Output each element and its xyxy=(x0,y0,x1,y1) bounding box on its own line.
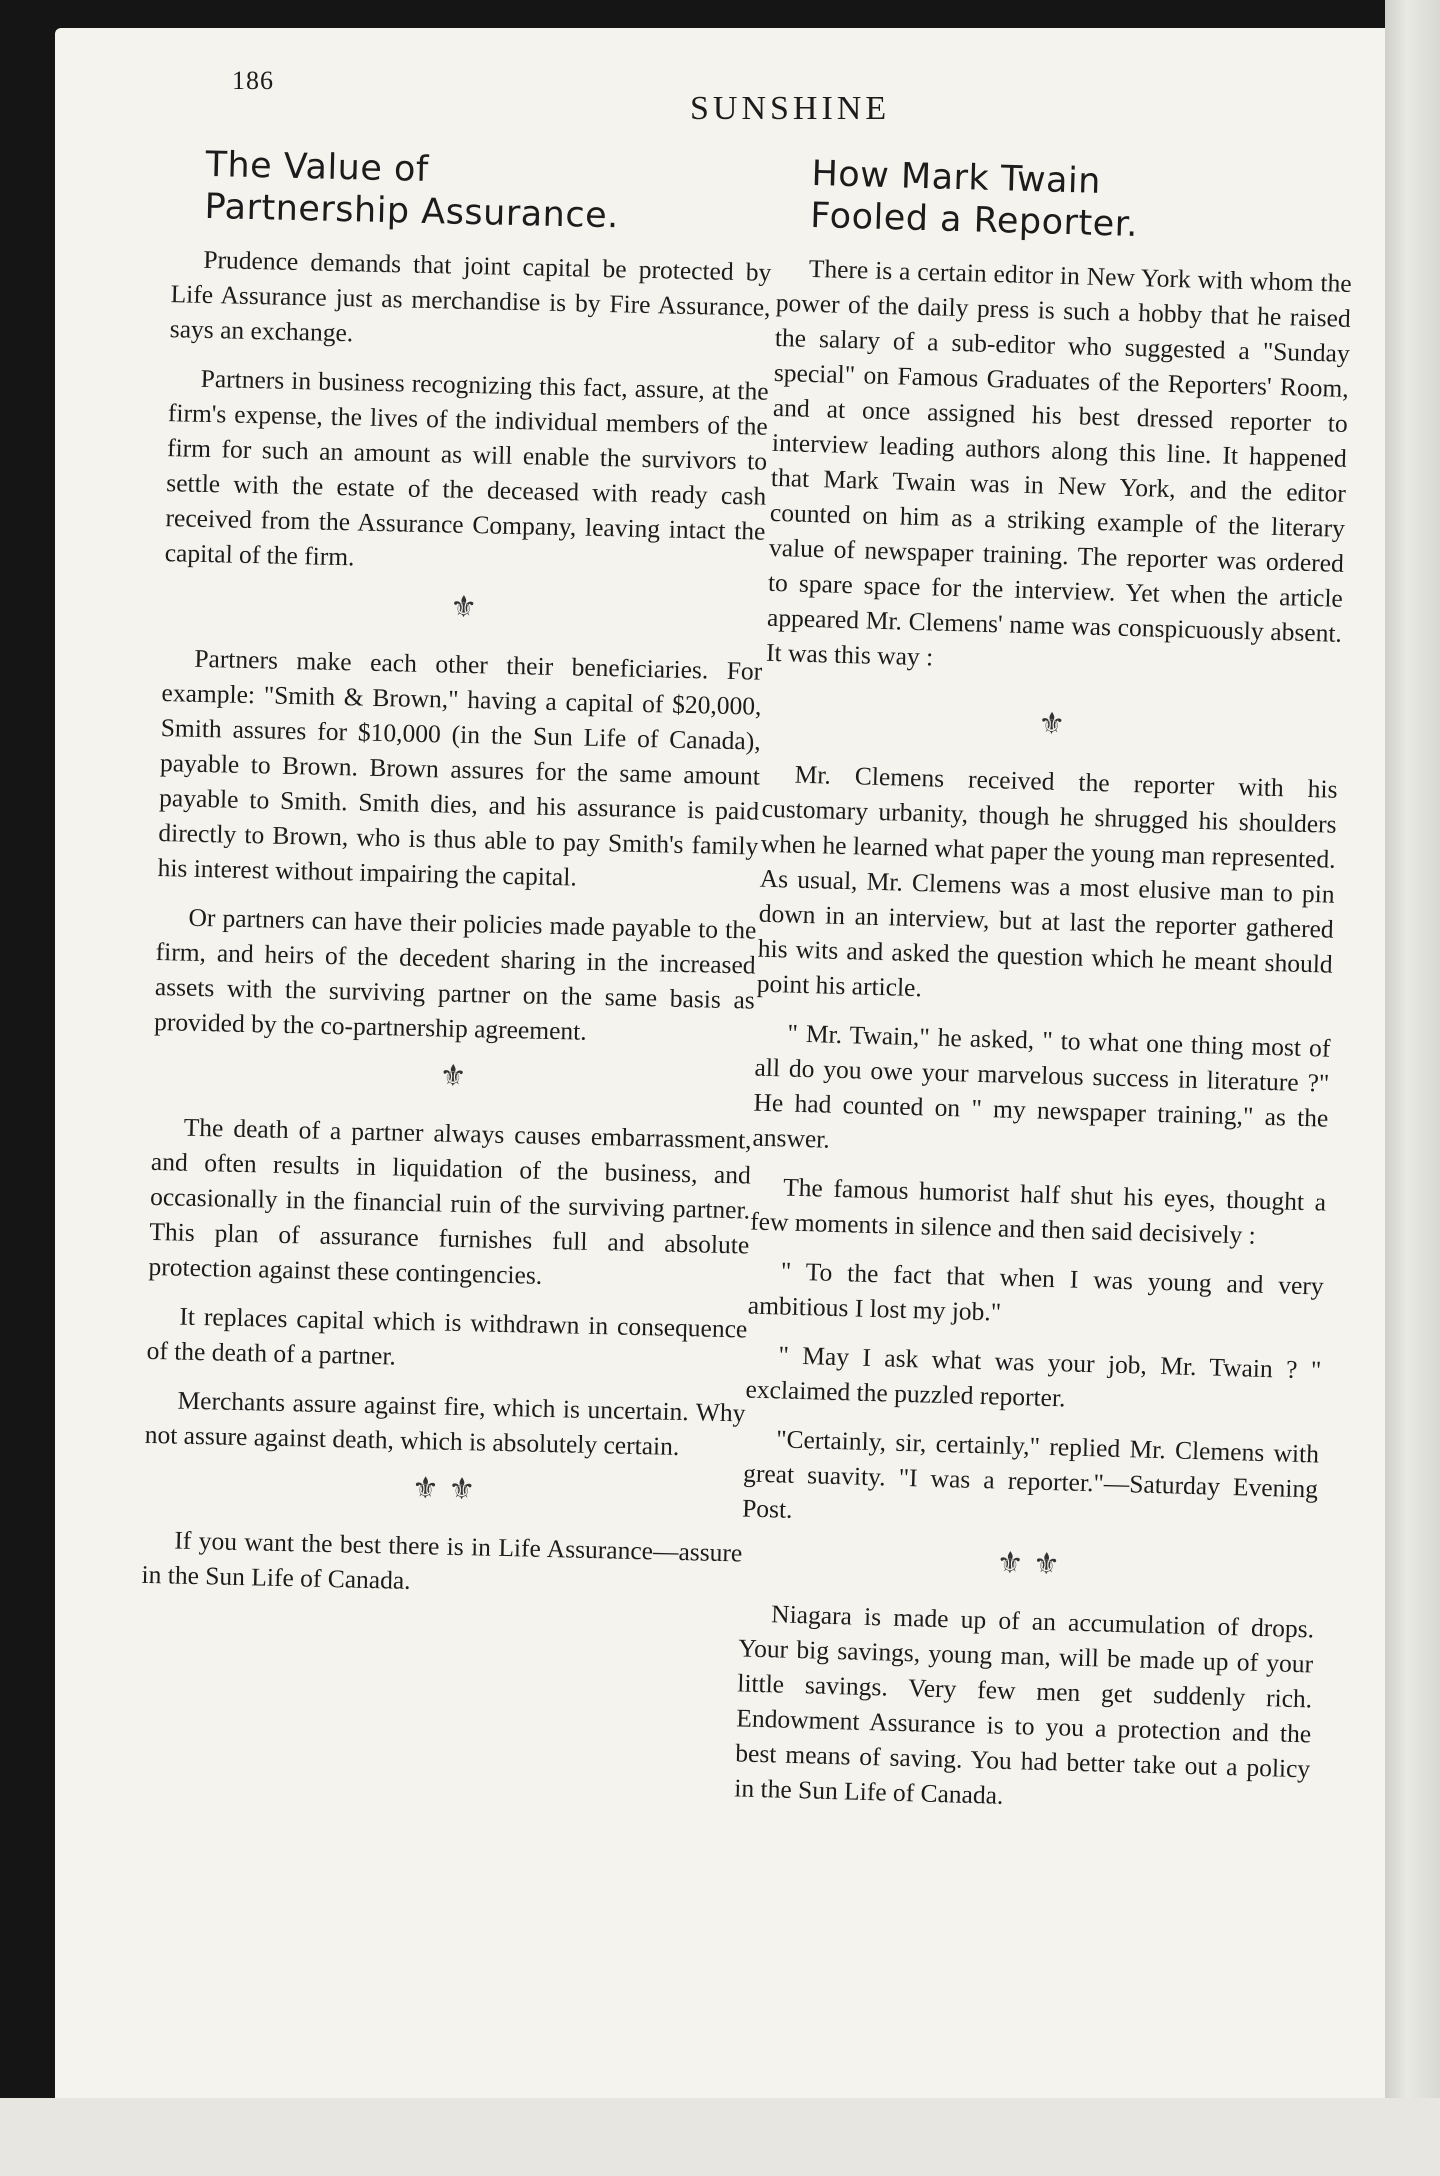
right-title-line1: How Mark Twain xyxy=(810,153,1102,202)
left-paragraph-6: It replaces capital which is withdrawn in consequence of the death of a partner. xyxy=(146,1301,748,1371)
right-paragraph-2: Mr. Clemens received the reporter with his customary urbanity, though he shrugged his shoulders when he learned what paper the young man represented. As usual, Mr. Clemens was a most elusive man to pin down in an interview, but at last the reporter gathered his wits and asked the question which he meant should point his article. xyxy=(756,759,1338,1003)
fleur-de-lis-icon: ⚜ xyxy=(439,1058,467,1095)
right-paragraph-8: Niagara is made up of an accumulation of drops. Your big savings, young man, will be made up of your little savings. Very few men get suddenly rich. Endowment Assurance is to you a protection and the best means of saving. You had better take out a policy in the Sun Life of Canada. xyxy=(734,1599,1315,1810)
left-paragraph-2: Partners in business recognizing this fact, assure, at the firm's expense, the lives of the individual members of the firm for such an amount as will enable the survivors to settle with the estate of the deceased with ready cash received from the Assurance Company, leaving intact the capital of the firm. xyxy=(164,363,769,572)
left-title-line2: Partnership Assurance. xyxy=(204,186,620,237)
left-column xyxy=(141,143,774,1619)
left-paragraph-5: The death of a partner always causes embarrassment, and often results in liquidation of the business, and occasionally in the financial ruin of the surviving partner. This plan of assurance furnishes full and absolute protection against these contingencies. xyxy=(148,1112,752,1290)
scan-edge-bottom xyxy=(0,2098,1440,2176)
double-fleur-de-lis-icon: ⚜ ⚜ xyxy=(996,1545,1061,1583)
right-paragraph-6: " May I ask what was your job, Mr. Twain ? " exclaimed the puzzled reporter. xyxy=(745,1340,1322,1413)
left-paragraph-7: Merchants assure against fire, which is uncertain. Why not assure against death, which is absolutely certain. xyxy=(144,1385,746,1461)
page-number: 186 xyxy=(232,66,274,95)
left-paragraph-1: Prudence demands that joint capital be protected by Life Assurance just as merchandise is by Fire Assurance, says an exchange. xyxy=(169,244,772,348)
left-paragraph-8: If you want the best there is in Life Assurance—assure in the Sun Life of Canada. xyxy=(141,1525,743,1595)
fleur-de-lis-icon: ⚜ xyxy=(1037,706,1066,743)
left-article-title xyxy=(204,144,774,241)
right-column xyxy=(734,152,1355,1835)
right-paragraph-1: There is a certain editor in New York with whom the power of the daily press is such a hobby that he raised the salary of a sub-editor who suggested a "Sunday special" on Famous Graduates of the Reporters' Room, and at once assigned his best dressed reporter to interview leading authors along this line. It happened that Mark Twain was in New York, and the editor counted on him as a striking example of the literary value of newspaper training. The reporter was ordered to spare space for the interview. Yet when the article appeared Mr. Clemens' name was conspicuously absent. It was this way : xyxy=(765,253,1353,672)
right-title-line2: Fooled a Reporter. xyxy=(809,195,1139,245)
left-paragraph-3: Partners make each other their beneficiaries. For example: "Smith & Brown," having a capital of $20,000, Smith assures for $10,000 (in the Sun Life of Canada), payable to Brown. Brown assures for the same amount payable to Smith. Smith dies, and his assurance is paid directly to Brown, who is thus able to pay Smith's family his interest without impairing the capital. xyxy=(157,643,763,892)
scan-edge-right xyxy=(1385,0,1440,2176)
right-paragraph-5: " To the fact that when I was young and very ambitious I lost my job." xyxy=(747,1256,1325,1327)
left-title-line1: The Value of xyxy=(205,144,430,190)
running-head: SUNSHINE xyxy=(690,90,891,127)
right-paragraph-3: " Mr. Twain," he asked, " to what one thing most of all do you owe your marvelous success in literature ?" He had counted on " my newspaper training," as the answer. xyxy=(752,1018,1331,1154)
right-paragraph-4: The famous humorist half shut his eyes, thought a few moments in silence and then said decisively : xyxy=(749,1172,1327,1250)
left-paragraph-4: Or partners can have their policies made payable to the firm, and heirs of the decedent sharing in the increased assets with the surviving partner on the same basis as provided by the co-partnership agreement. xyxy=(153,902,757,1046)
double-fleur-de-lis-icon: ⚜ ⚜ xyxy=(411,1470,476,1508)
fleur-de-lis-icon: ⚜ xyxy=(449,589,478,626)
right-article-title xyxy=(810,153,1355,252)
right-paragraph-7: "Certainly, sir, certainly," replied Mr. Clemens with great suavity. "I was a reporter."—Saturday Evening Post. xyxy=(741,1424,1320,1524)
